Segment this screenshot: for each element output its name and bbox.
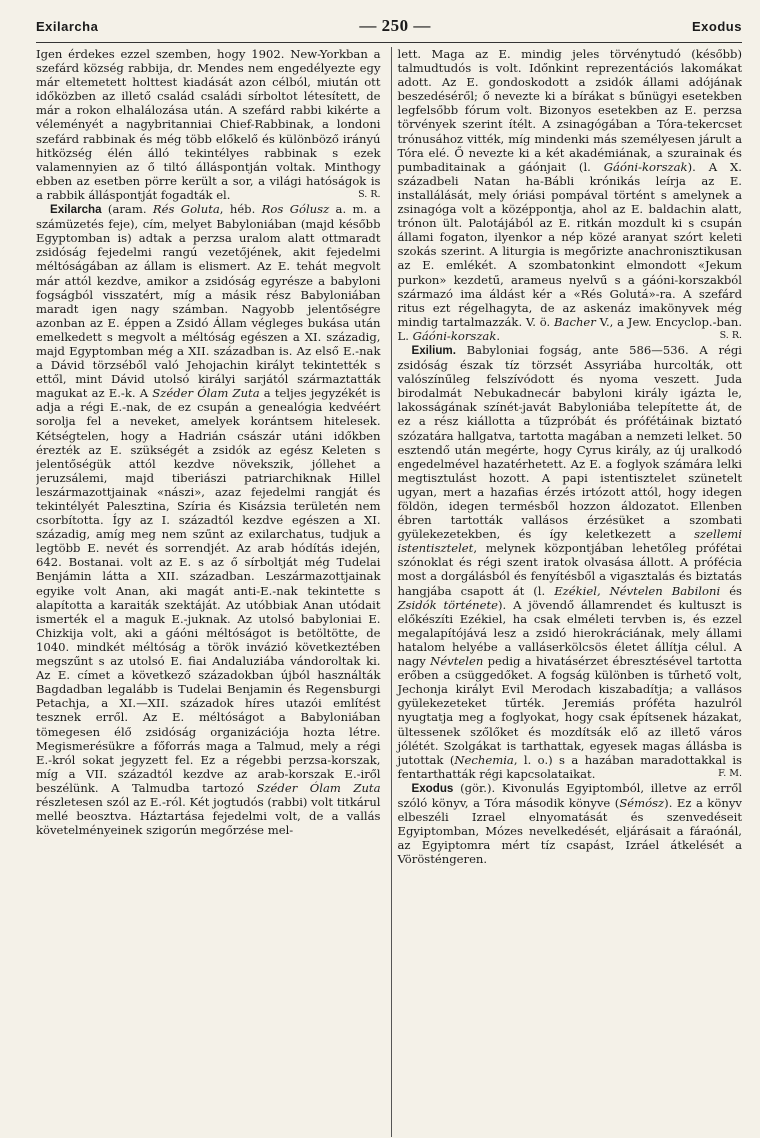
paragraph-continued: Igen érdekes ezzel szemben, hogy 1902. New-Yorkban a szefárd község rabbija, dr. Mendes nem engedélyezte egy már eltemetett holttest kiadását azon célból, miután ott időközben az illető család családi sírboltot létesített, de már a rokon elhalálozása után. A szefárd rabbi kikérte a véleményét a nagybritanniai Chief-Rabbinak, a londoni szefárd rabbinak és még több előkelő és különböző irányú hitközség élén álló tekintélyes rabbinak s ezek valamennyien az ő tiltó álláspontján voltak. Minthogy ebben az esetben pörre került a sor, a világi hatóságok is a rabbik álláspontját fogadták el. S. R. xyxy=(36,47,381,202)
header-left-term: Exilarcha xyxy=(36,19,99,34)
header-rule xyxy=(36,42,742,43)
headword-exodus: Exodus xyxy=(411,781,454,795)
author-signature: S. R. xyxy=(719,329,742,341)
page-number: — 250 — xyxy=(359,16,431,35)
right-column xyxy=(391,47,743,1137)
author-signature: F. M. xyxy=(718,767,742,779)
entry-exodus: Exodus (gör.). Kivonulás Egyiptomból, illetve az erről szóló könyv, a Tóra második könyve (Sémósz). Ez a könyv elbeszéli Izrael elnyomatását és szenvedéseit Egyiptomban, Mózes nevelkedését, eljárásait a fáraónál, az Egyiptomra mért tíz csapást, Izráel átkelését a Vörösténgeren. xyxy=(397,780,742,867)
left-column xyxy=(36,47,381,1137)
headword-exilium: Exilium. xyxy=(411,343,456,357)
entry-exilium: Exilium. Babyloniai fogság, ante 586—536. A régi zsidóság észak tíz törzsét Assyriába hurcolták, ott valószínűleg felszívódott és nyoma veszett. Juda birodalmát Nebukadnecár babyloni király igázta le, lakosságának színét-javát Babyloniába telepítette át, de ez a rész kiállotta a tűzpróbát és prófétáinak biztató szózatára hallgatva, tartotta magában a nemzeti lelket. 50 esztendő után megérte, hogy Cyrus király, az új uralkodó engedelmével hazatérhetett. Az E. a foglyok számára lelki megtisztulást hozott. A papi istentisztelet szünetelt ugyan, mert a hazafias érzés irtózott attól, hogy idegen földön, idegen termésből hozzon áldozatot. Ellenben ébren tartották vallásos érzésüket a szombati gyülekezetekben, és így keletkezett a szellemi istentisztelet, melynek központjában lehetőleg prófétai szónoklat és régi szent iratok olvasása állott. A prófécia most a dorgálásból és fenyítésből a vigasztalás és biztatás hangjába csapott át (l. Ezékiel, Névtelen Babiloni és Zsidók története). A jövendő államrendet és kultuszt is előkészíti Ezékiel, ha csak elméleti tervben is, és ezzel megalapítójává lesz a zsidó hierokráciának, mely állami hatalom helyébe a valláserkölcsös életet állítja célul. A nagy Névtelen pedig a hivatásérzet ébresztésével tartotta erőben a csüggedőket. A fogság különben is tűrhető volt, Jechonja királyt Evil Merodach kiszabadítja; a vallásos gyülekezeteket tűrték. Jeremiás próféta hazulról nyugtatja meg a foglyokat, hogy csak építsenek házakat, ültessenek szőlőket és mozdítsák elő az illető város jólétét. Szolgákat is tarthattak, egyesek magas állásba is jutottak (Nechemia, l. o.) s a hazában maradottakkal is fentarthatták régi kapcsolataikat. F. M. xyxy=(397,342,742,781)
headword-exilarcha: Exilarcha xyxy=(50,203,102,217)
text-columns xyxy=(36,47,742,1137)
entry-exilarcha: Exilarcha (aram. Rés Goluta, héb. Ros Gólusz a. m. a számüzetés feje), cím, melyet Babyloniában (majd később Egyptomban is) adtak a perzsa uralom alatt ottmaradt zsidóság fejedelmi rangú vezetőjének, akit fejedelmi méltóságában az állam is elismert. Az E. tehát megvolt már attól kezdve, amikor a zsidóság egyrésze a babyloni fogságból visszatért, míg a másik rész Babyloniában maradt igen nagy számban. Nagyobb jelentőségre azonban az E. éppen a Zsidó Állam végleges bukása után emelkedett s megvolt a méltóság egészen a XI. századig, majd Egyptomban még a XII. században is. Az első E.-nak a Dávid törzséből való Jehojachin királyt tekintették s ettől, mint Dávid utolsó királyi sarjától származtatták magukat az E.-k. A Széder Ólam Zuta a teljes jegyzékét is adja a régi E.-nak, de ez csupán a genealógia kedvéért sorolja fel a neveket, amelyek korántsem hitelesek. Kétségtelen, hogy a Hadrián császár utáni időkben érezték az E. szükségét a zsidók az egész Keleten s jelentőségük attól kezdve növekszik, jóllehet a jeruzsálemi, majd tiberiászi patriarchiknak Hillel leszármazottjainak «nászi», azaz fejedelmi rangját és tekintélyét Palesztina, Szíria és Kisázsia területén nem csorbította. Így az I. századtól kezdve egészen a XI. századig, amíg meg nem szűnt az exilarchatus, tudjuk a legtöbb E. nevét és sorrendjét. Az arab hódítás idején, 642. Bostanai. volt az E. s az ő sírboltját még Tudelai Benjámin látta a XII. században. Leszármazottjainak egyike volt Anan, aki magát anti-E.-nak tekintette s alapította a karaiták szektáját. Az utóbbiak Anan utódait ismerték el a maguk E.-juknak. Az utolsó babyloniai E. Chizkija volt, aki a gáóni méltóságot is betöltötte, de 1040. mindkét méltóság a török invázió következtében megszűnt s az utolsó E. fiai Andaluziába vándoroltak ki. Az E. címet a következő századokban újból használták Bagdadban legalább is Tudelai Benjamin és Regensburgi Petachja, a XI.—XII. századok híres utazói említést tesznek erről. Az E. méltóságot a Babyloniában tömegesen élő zsidóság organizációja hozta létre. Megismerésükre a főforrás maga a Talmud, mely a régi E.-król sokat jegyzett fel. Ez a régebbi perzsa-korszak, míg a VII. századtól kezdve az arab-korszak E.-iről beszélünk. A Talmudba tartozó Széder Ólam Zuta részletesen szól az E.-ról. Két jogtudós (rabbi) volt titkárul mellé beosztva. Háztartása fejedelmi volt, de a vallás követelményeinek szigorún megőrzése mel- xyxy=(36,202,381,838)
author-signature: S. R. xyxy=(358,188,381,200)
paragraph-exilarcha-continued: lett. Maga az E. mindig jeles törvénytudó (később) talmudtudós is volt. Időnkint reprezentációs lakomákat adott. Az E. gondoskodott a zsidók állami adójának beszedéséről; ő nevezte ki a bírákat s bűnügyi esetekben legfelsőbb fórum volt. Bizonyos esetekben az E. perzsa törvények szerint ítélt. A zsinagógában a Tóra-tekercset trónusához vitték, míg mindenki más személyesen járult a Tóra elé. Ő nevezte ki a két akadémiának, a szurainak és pumbaditainak a gáónjait (l. Gáóni-korszak). A X. századbeli Natan ha-Bábli krónikás leírja az E. installálását, mely óriási pompával történt s amelynek a zsinagóga volt a középpontja, ahol az E. baldachin alatt, trónon ült. Palotájából az E. ritkán mozdult ki s csupán állami fogaton, ilyenkor a nép közé aranyat szórt keleti szokás szerint. A liturgia is megőrizte anachronisztikusan az E. emlékét. A szombatonkint elmondott «Jekum purkon» kezdetű, arameus nyelvű s a gáóni-korszakból származó ima áldást kér a «Rés Golutá»-ra. A szefárd ritus ezt régelhagyta, de az askenáz imakönyvek még mindig tartalmazzák. V. ö. Bacher V., a Jew. Encyclop.-ban. L. Gáóni-korszak. S. R. xyxy=(397,47,742,343)
header-right-term: Exodus xyxy=(692,19,742,34)
running-header xyxy=(36,16,742,40)
